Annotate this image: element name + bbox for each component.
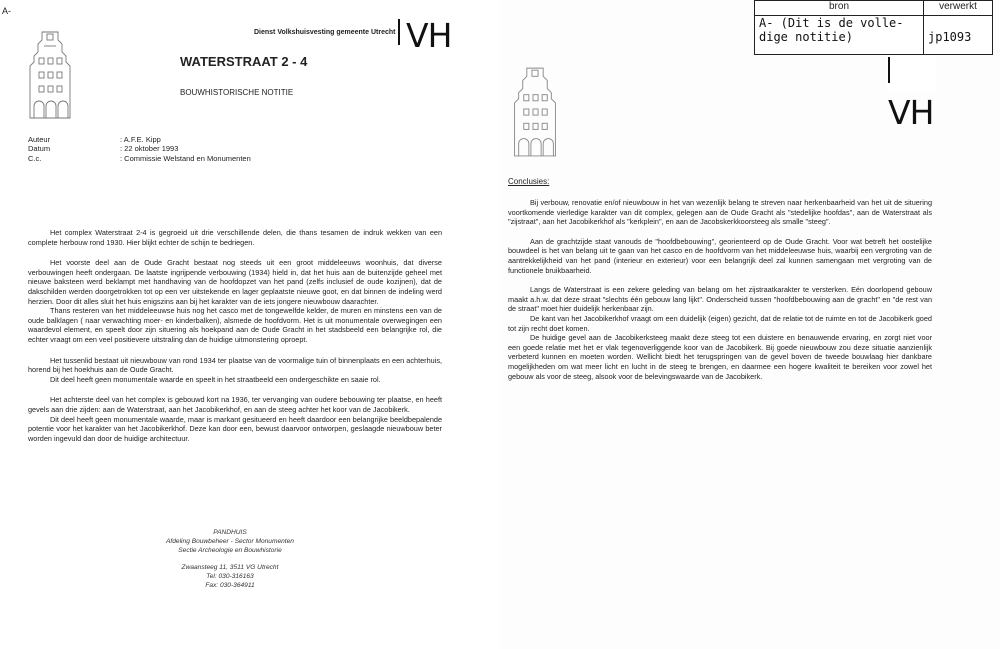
paragraph: Het achterste deel van het complex is gebouwd kort na 1936, ter vervanging van oudere bebouwing ter plaatse, en heeft gevels aan drie zijden: aan de Waterstraat, aan het Jacobikerkhof, en aan de steeg achter het koor van de Jacobikerk. xyxy=(28,395,442,414)
vh-logo-right xyxy=(886,57,936,132)
footer-street: Zwaansteeg 11, 3511 VG Utrecht xyxy=(181,564,279,571)
stamp-source-line: dige notitie) xyxy=(759,30,853,44)
meta-value: : A.F.E. Kipp xyxy=(120,135,161,144)
footer-name: PANDHUIS xyxy=(213,529,247,536)
conclusions-heading: Conclusies: xyxy=(508,177,550,186)
vh-logo-text: VH xyxy=(888,93,934,132)
building-gable-logo xyxy=(26,26,74,120)
paragraph: Dit deel heeft geen monumentale waarde, maar is markant gesitueerd en heeft daardoor een belangrijke beeldbepalende potentie voor het karakter van het Jacobikerkhof. Deze kan door een, bewust daarvoor ontworpen, geslaagde nieuwbouw beter worden ingevuld dan door de huidige architectuur. xyxy=(28,414,442,443)
paragraph: Het tussenlid bestaat uit nieuwbouw van rond 1934 ter plaatse van de voormalige tuin of binnenplaats en een achterhuis, horend bij het hoekhuis aan de Oude Gracht. xyxy=(28,355,442,375)
page-title: WATERSTRAAT 2 - 4 xyxy=(180,54,308,69)
meta-block xyxy=(28,135,251,163)
paragraph: Het complex Waterstraat 2-4 is gegroeid uit drie verschillende delen, die thans tesamen de indruk wekken van een complete herbouw rond 1930. Hier blijkt echter de schijn te bedriegen. xyxy=(28,228,442,247)
paragraph: Het voorste deel aan de Oude Gracht bestaat nog steeds uit een groot middeleeuws woonhuis, dat diverse verbouwingen heeft ondergaan. De laatste ingrijpende verbouwing (1934) hield in, dat het huis aan de buitenzijde geheel met nieuwe baksteen werd beklampt met handhaving van de hoofdopzet van het pand (zelfs inclusief de oude kozijnen), dat de dakschilden werden doorgetrokken tot op een ver uitstekende en lager geplaatste nieuwe goot, en dat binnen de indeling werd herzien. Door dit alles sluit het huis enigszins aan bij het karakter van de iets jongere nieuwbouw daarachter. xyxy=(28,258,442,306)
meta-row xyxy=(28,154,251,163)
vh-logo-text: VH xyxy=(406,16,452,55)
org-name: Dienst Volkshuisvesting gemeente Utrecht xyxy=(254,29,396,36)
paragraph: Dit deel heeft geen monumentale waarde en speelt in het straatbeeld een ondergeschikte en saaie rol. xyxy=(50,374,381,384)
meta-value: : Commissie Welstand en Monumenten xyxy=(120,153,251,163)
paragraph: Thans resteren van het middeleeuwse huis nog het casco met de tongewelfde kelder, de muren en minstens een van de oude balklagen ( naar verwachting moer- en kinderbalken), alsmede de hoofdvorm. Het is uit monumentale overwegingen een waardevol element, en speelt door zijn situering als hoekpand aan de Oude Gracht in het stadsbeeld een belangrijke rol, die echter vraagt om een veel positievere uitstraling dan de huidige uitmonstering oproept. xyxy=(28,306,442,344)
vh-logo xyxy=(398,16,451,55)
stamp-header-verwerkt: verwerkt xyxy=(924,1,993,16)
paragraph: De kant van het Jacobikerkhof vraagt om een duidelijk (eigen) gezicht, dat de relatie tot de ruimte en tot de Jacobikerk goed tot zijn recht doet komen. xyxy=(508,313,932,333)
meta-label: Auteur xyxy=(28,135,51,144)
paragraph: Aan de grachtzijde staat vanouds de "hoofdbebouwing", georienteerd op de Oude Gracht. Voor wat betreft het oostelijke bouwdeel is het van belang uit te gaan van het casco en de hoofdvorm van het middeleeuwse huis, waarbij een vergroting van de aantrekkelijkheid van het pand (interieur en exterieur) voor een belangrijk deel zal kunnen samengaan met vergroting van de functionele bruikbaarheid. xyxy=(508,236,932,275)
stamp-source-line: A- (Dit is de volle- xyxy=(759,16,904,30)
right-page xyxy=(500,0,1000,649)
subtitle: BOUWHISTORISCHE NOTITIE xyxy=(180,88,294,97)
paragraph: De huidige gevel aan de Jacobikerksteeg maakt deze steeg tot een duistere en benauwende ervaring, en zorgt niet voor een goede relatie met het er vlak tegenoverliggende koor van de Jacobikerk. Bij goede nieuwbouw zou deze situatie aanzienlijk verbeterd kunnen en moeten worden. Wellicht biedt het terugspringen van de gevel boven de tweede bouwlaag hier dankbare mogelijkheden om wat meer licht en lucht in de steeg te brengen, en daarmee een hogere kwaliteit te bereiken voor zowel het gebouw als voor de steeg, alsook voor de belevingswaarde van de Jacobikerk. xyxy=(508,333,932,381)
stamp-processed-cell: jp1093 xyxy=(924,16,993,55)
footer-tel: Tel: 030-316163 xyxy=(206,573,254,580)
meta-label: C.c. xyxy=(28,153,42,163)
paragraph: Bij verbouw, renovatie en/of nieuwbouw in het van wezenlijk belang te streven naar herkenbaarheid van het uit de situering voortkomende vierledige karakter van dit complex, gelegen aan de Oude Gracht als "stedelijke hoofdas", aan de Waterstraat als "zijstraat", aan het Jacobikerkhof als "kerkplein", en aan de Jacobskerkkoorsteeg als smalle "steeg". xyxy=(508,198,932,227)
right-body xyxy=(508,198,932,381)
stamp-header-bron: bron xyxy=(755,1,924,16)
left-body xyxy=(28,228,442,443)
meta-row xyxy=(28,144,251,153)
footer-address xyxy=(140,528,320,590)
footer-line: Sectie Archeologie en Bouwhistorie xyxy=(178,547,282,554)
footer-fax: Fax: 030-364911 xyxy=(205,582,255,589)
meta-label: Datum xyxy=(28,144,51,154)
paragraph: Langs de Waterstraat is een zekere geleding van belang om het zijstraatkarakter te versterken. Eén doorlopend gebouw maakt a.h.w. dat deze straat "slechts één gebouw lang lijkt". Onderscheid tussen "hoofdbebouwing aan de gracht" en "de rest van de straat" moet hier duidelijk herkenbaar zijn. xyxy=(508,285,932,314)
source-stamp-table xyxy=(754,0,993,55)
corner-mark: A- xyxy=(2,6,11,16)
stamp-source-cell xyxy=(755,16,924,55)
meta-value: : 22 oktober 1993 xyxy=(120,144,179,154)
meta-row xyxy=(28,135,251,144)
footer-line: Afdeling Bouwbeheer - Sector Monumenten xyxy=(166,538,294,545)
building-gable-logo xyxy=(510,62,560,158)
